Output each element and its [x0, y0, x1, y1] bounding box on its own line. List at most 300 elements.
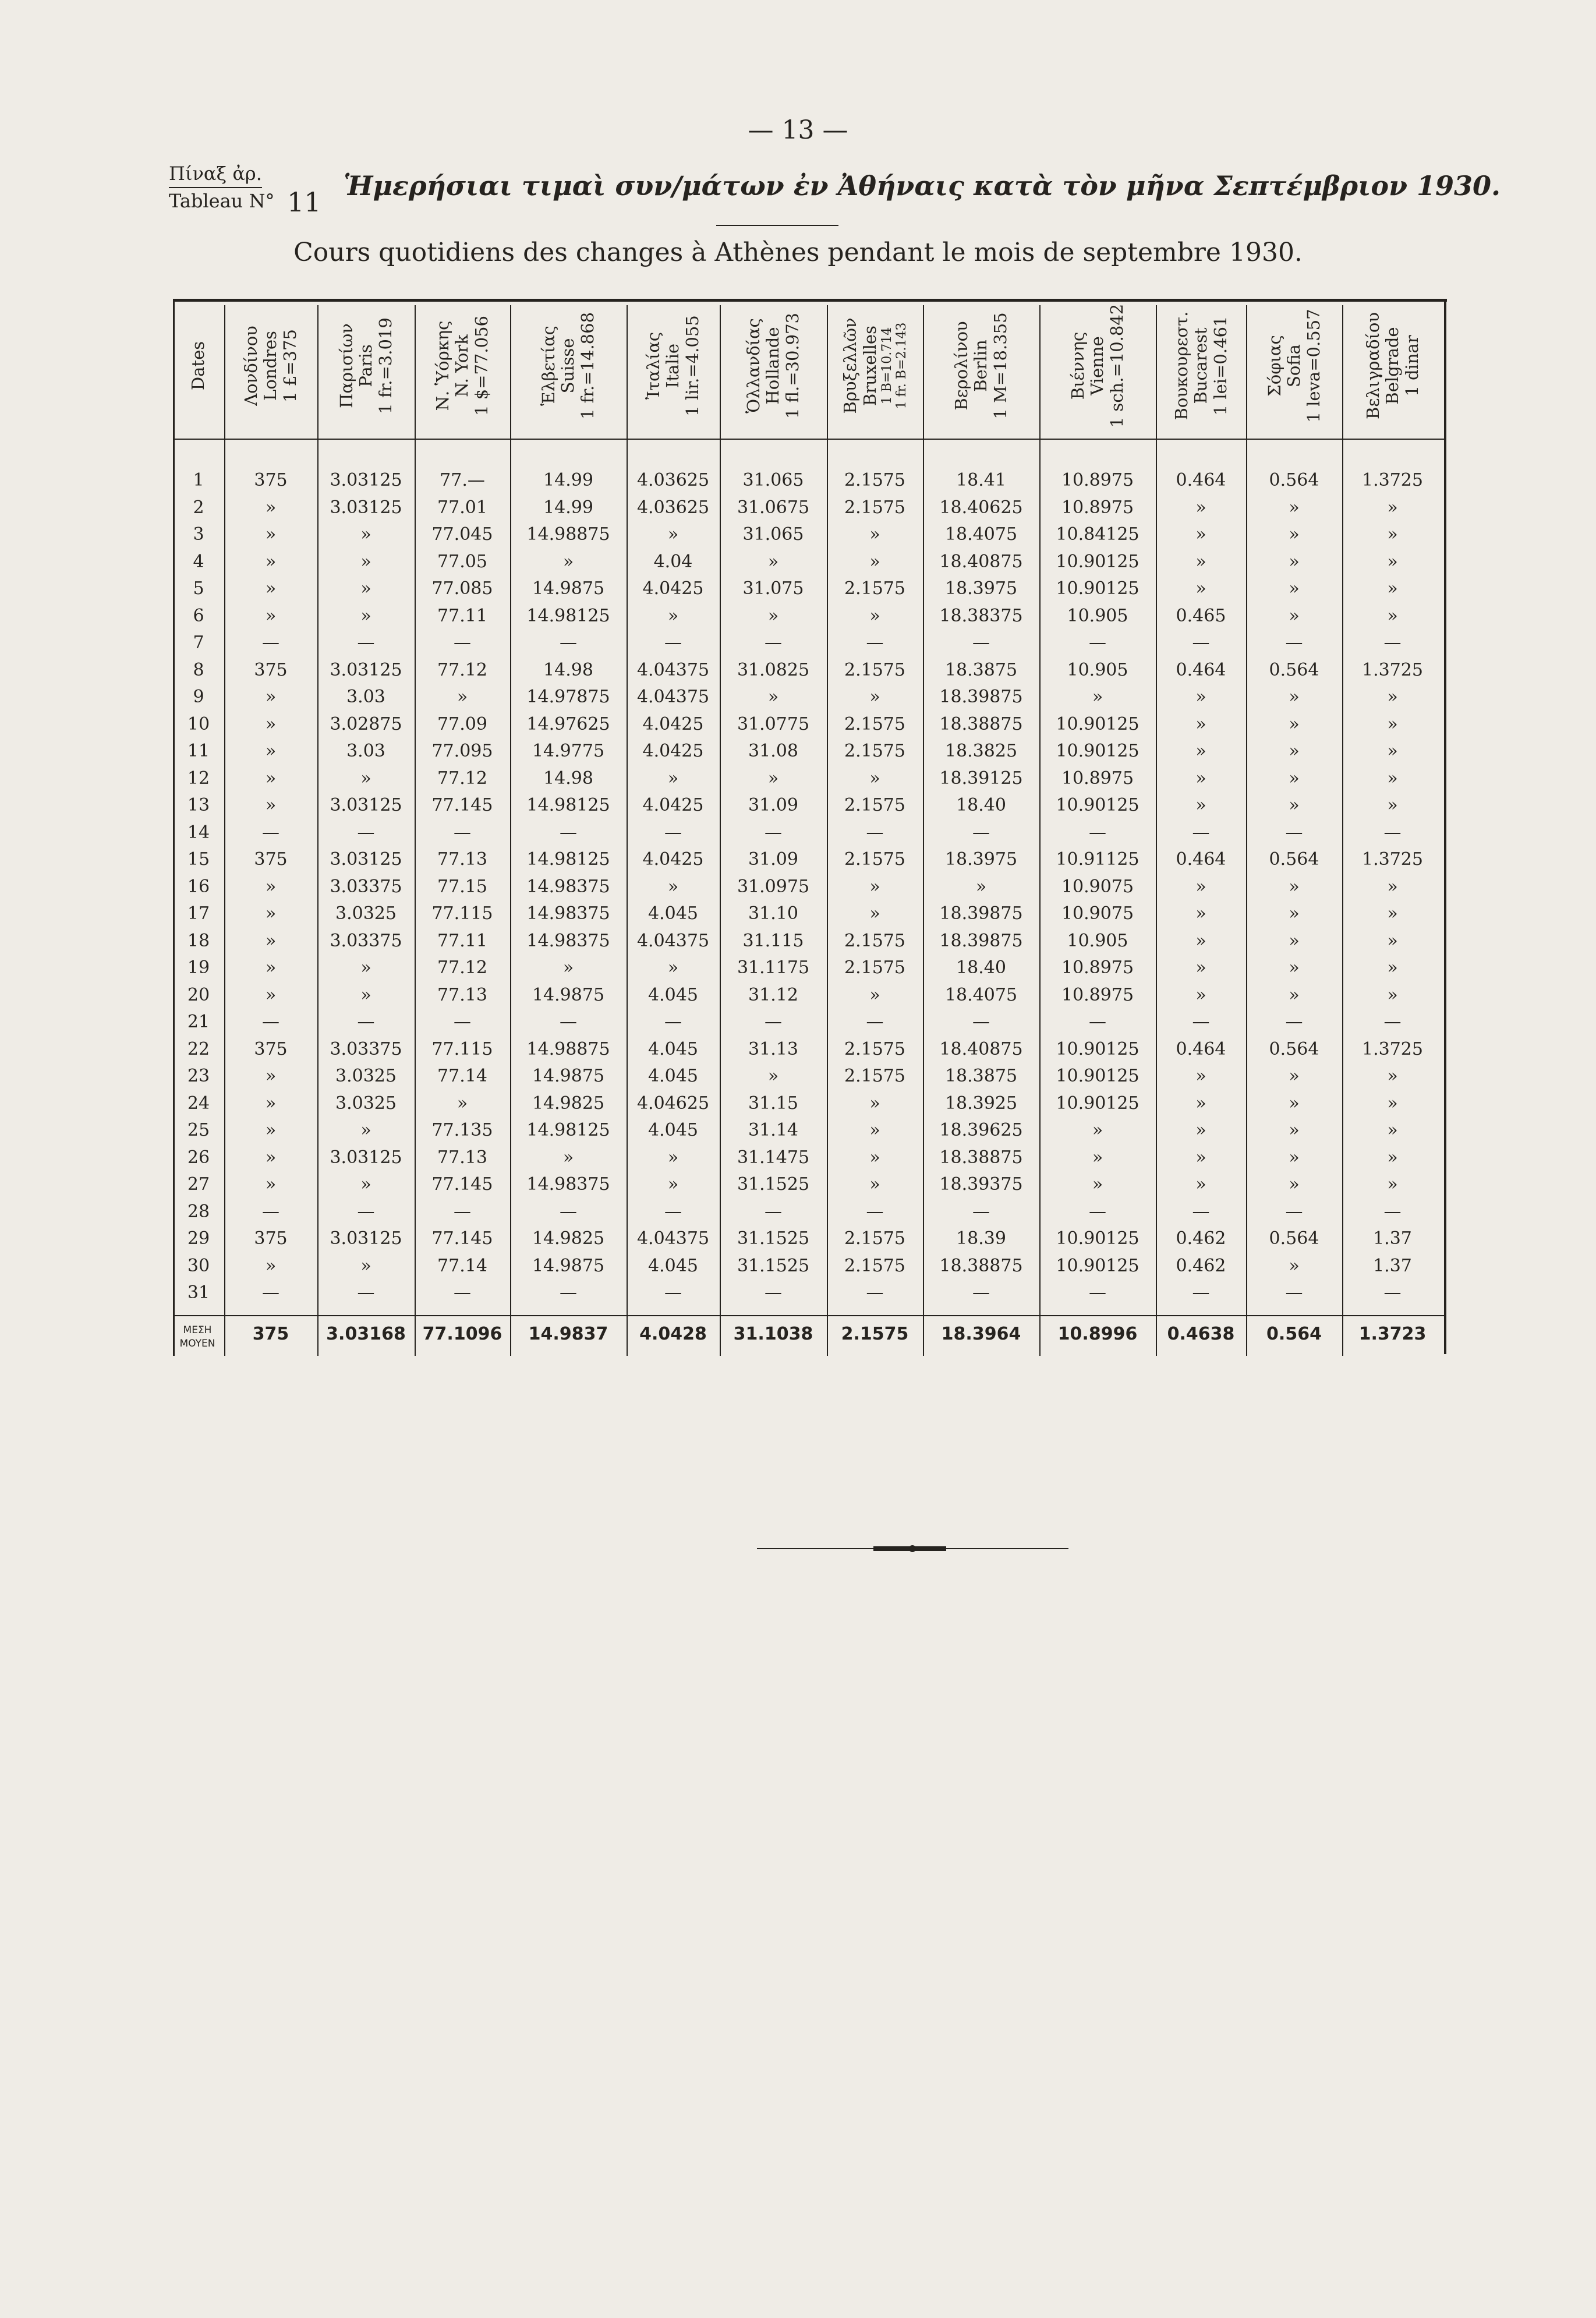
- rate-cell: 18.39875: [939, 930, 1023, 951]
- rate-cell: »: [869, 1147, 880, 1168]
- rate-cell: —: [1089, 1012, 1106, 1032]
- rate-cell: 14.9875: [532, 578, 605, 599]
- rate-cell: »: [767, 768, 779, 789]
- row-date: 13: [187, 795, 210, 815]
- rate-cell: —: [1089, 822, 1106, 843]
- rate-cell: 31.14: [748, 1120, 798, 1140]
- rate-cell: —: [1285, 1012, 1303, 1032]
- rate-cell: 77.11: [437, 930, 487, 951]
- rate-cell: 10.90125: [1056, 1066, 1140, 1086]
- rate-cell: »: [1195, 1120, 1206, 1140]
- rate-cell: 14.98: [543, 768, 593, 789]
- rate-cell: 31.1525: [737, 1228, 810, 1249]
- rate-cell: »: [869, 1174, 880, 1195]
- rate-cell: »: [1195, 1093, 1206, 1114]
- rate-cell: 14.98375: [526, 903, 610, 924]
- rate-cell: »: [1289, 1120, 1300, 1140]
- rate-cell: —: [357, 822, 375, 843]
- rate-cell: »: [265, 930, 277, 951]
- column-header: [188, 296, 209, 436]
- rate-cell: 77.135: [431, 1120, 493, 1140]
- rate-cell: —: [262, 632, 279, 653]
- rate-cell: »: [1289, 957, 1300, 978]
- column-header-line: 1 fr.=3.019: [375, 317, 395, 414]
- rate-cell: »: [1289, 795, 1300, 815]
- row-date: 14: [187, 822, 210, 843]
- rate-cell: »: [1195, 876, 1206, 897]
- rate-cell: 18.3975: [944, 578, 1018, 599]
- rate-cell: 18.40: [956, 957, 1006, 978]
- row-date: 3: [193, 524, 204, 545]
- footer-ornament: [757, 1545, 1068, 1553]
- rate-cell: »: [767, 687, 779, 707]
- row-date: 31: [187, 1282, 210, 1303]
- column-header-line: Ἑλβετίας: [538, 326, 558, 406]
- rate-cell: 14.98: [543, 659, 593, 680]
- rate-cell: 3.03375: [330, 930, 402, 951]
- rate-cell: »: [667, 876, 679, 897]
- rate-cell: 31.0825: [737, 659, 810, 680]
- rate-cell: 4.0425: [642, 741, 704, 761]
- row-date: 27: [187, 1174, 210, 1195]
- rate-cell: 31.0975: [737, 876, 810, 897]
- rate-cell: 10.905: [1067, 930, 1128, 951]
- rate-cell: 77.09: [437, 713, 487, 734]
- rate-cell: 77.14: [437, 1255, 487, 1276]
- rate-cell: 14.98375: [526, 876, 610, 897]
- rate-cell: 77.11: [437, 605, 487, 626]
- rate-cell: »: [265, 1093, 277, 1114]
- rate-cell: »: [1289, 741, 1300, 761]
- rate-cell: »: [767, 605, 779, 626]
- row-date: 8: [193, 659, 204, 680]
- column-header: [833, 296, 917, 436]
- row-date: 7: [193, 632, 204, 653]
- rate-cell: 10.90125: [1056, 1038, 1140, 1059]
- rate-cell: 18.3875: [944, 1066, 1018, 1086]
- rate-cell: »: [869, 605, 880, 626]
- rate-cell: 2.1575: [844, 1038, 905, 1059]
- column-header-line: N. York: [452, 334, 472, 397]
- row-date: 5: [193, 578, 204, 599]
- rate-cell: »: [1387, 1120, 1398, 1140]
- mean-value: 2.1575: [841, 1324, 909, 1344]
- rate-cell: 10.8975: [1061, 984, 1134, 1005]
- column-header-line: Belgrade: [1382, 327, 1402, 405]
- rate-cell: »: [667, 957, 679, 978]
- rate-cell: 18.39: [956, 1228, 1006, 1249]
- rate-cell: »: [1195, 1174, 1206, 1195]
- column-header-line: Βερολίνου: [951, 321, 971, 411]
- rate-cell: —: [1285, 632, 1303, 653]
- rate-cell: 14.99: [543, 497, 593, 518]
- rate-cell: »: [360, 984, 371, 1005]
- rate-cell: 10.90125: [1056, 713, 1140, 734]
- row-date: 4: [193, 551, 204, 572]
- rate-cell: 375: [254, 1038, 288, 1059]
- rate-cell: 4.045: [648, 1255, 698, 1276]
- column-header-line: 1 £=375: [279, 329, 300, 402]
- rate-cell: »: [1289, 524, 1300, 545]
- rate-cell: 18.39125: [939, 768, 1023, 789]
- rate-cell: 31.1525: [737, 1174, 810, 1195]
- rate-cell: »: [869, 984, 880, 1005]
- rate-cell: 2.1575: [844, 470, 905, 490]
- rate-cell: 0.464: [1176, 849, 1226, 870]
- rate-cell: 3.03375: [330, 1038, 402, 1059]
- rate-cell: 18.39375: [939, 1174, 1023, 1195]
- rate-cell: 4.04625: [636, 1093, 710, 1114]
- rate-cell: 3.03: [346, 741, 385, 761]
- rate-cell: »: [562, 957, 574, 978]
- rate-cell: 0.564: [1269, 1038, 1319, 1059]
- rate-cell: »: [1289, 605, 1300, 626]
- rate-cell: 2.1575: [844, 795, 905, 815]
- rate-cell: —: [1285, 822, 1303, 843]
- rate-cell: »: [1195, 578, 1206, 599]
- rate-cell: 4.045: [648, 1120, 698, 1140]
- row-date: 15: [187, 849, 210, 870]
- rate-cell: 77.13: [437, 984, 487, 1005]
- row-date: 12: [187, 768, 210, 789]
- rate-cell: 18.3975: [944, 849, 1018, 870]
- rate-cell: 2.1575: [844, 957, 905, 978]
- rate-cell: 14.99: [543, 470, 593, 490]
- rate-cell: 77.13: [437, 1147, 487, 1168]
- rate-cell: —: [866, 1012, 884, 1032]
- rate-cell: »: [360, 1120, 371, 1140]
- rate-cell: —: [972, 1012, 990, 1032]
- rate-cell: 10.84125: [1056, 524, 1140, 545]
- rate-cell: 14.97875: [526, 687, 610, 707]
- rate-cell: »: [869, 687, 880, 707]
- rate-cell: 2.1575: [844, 1066, 905, 1086]
- rate-cell: »: [265, 795, 277, 815]
- rate-cell: 3.03125: [330, 497, 402, 518]
- rate-cell: 18.3875: [944, 659, 1018, 680]
- rate-cell: »: [1289, 578, 1300, 599]
- rate-cell: 3.03: [346, 687, 385, 707]
- rate-cell: —: [454, 1012, 471, 1032]
- rate-cell: »: [1289, 551, 1300, 572]
- rate-cell: 77.12: [437, 768, 487, 789]
- column-header-line: Βουκουρεστ.: [1171, 311, 1191, 421]
- rate-cell: »: [1387, 687, 1398, 707]
- rate-cell: »: [1387, 768, 1398, 789]
- tableau-number: 11: [287, 186, 321, 218]
- column-header-line: Vienne: [1087, 336, 1107, 395]
- rate-cell: »: [562, 551, 574, 572]
- rate-cell: »: [1195, 497, 1206, 518]
- rate-cell: »: [1289, 1066, 1300, 1086]
- rate-cell: 18.40875: [939, 1038, 1023, 1059]
- rate-cell: »: [265, 1120, 277, 1140]
- rate-cell: 10.905: [1067, 659, 1128, 680]
- rate-cell: »: [1387, 930, 1398, 951]
- rate-cell: 4.045: [648, 984, 698, 1005]
- rate-cell: »: [1289, 930, 1300, 951]
- rate-cell: »: [1387, 876, 1398, 897]
- rate-cell: —: [560, 632, 577, 653]
- rate-cell: »: [1387, 741, 1398, 761]
- rate-cell: —: [357, 632, 375, 653]
- rate-cell: 10.90125: [1056, 741, 1140, 761]
- rate-cell: »: [1387, 1147, 1398, 1168]
- row-date: 21: [187, 1012, 210, 1032]
- rate-cell: —: [1383, 1201, 1402, 1222]
- column-header-line: 1 fr.=14.868: [577, 312, 597, 420]
- row-date: 6: [193, 605, 204, 626]
- column-header-line: Suisse: [558, 338, 578, 394]
- column-header-line: Ν. Ὑόρκης: [432, 320, 452, 411]
- rate-cell: 10.8975: [1061, 497, 1134, 518]
- mean-value: 0.4638: [1167, 1324, 1235, 1344]
- rate-cell: 0.464: [1176, 659, 1226, 680]
- rate-cell: 77.145: [431, 1228, 493, 1249]
- rate-cell: —: [262, 1201, 279, 1222]
- rate-cell: 18.39875: [939, 687, 1023, 707]
- rate-cell: —: [866, 1282, 884, 1303]
- rate-cell: —: [1089, 632, 1106, 653]
- rate-cell: 4.04: [653, 551, 693, 572]
- rate-cell: —: [765, 822, 782, 843]
- rate-cell: 18.38875: [939, 713, 1023, 734]
- rate-cell: 2.1575: [844, 1255, 905, 1276]
- rate-cell: »: [1289, 713, 1300, 734]
- rate-cell: »: [1289, 497, 1300, 518]
- rate-cell: »: [265, 957, 277, 978]
- rate-cell: 18.38875: [939, 1147, 1023, 1168]
- rate-cell: 1.37: [1373, 1255, 1412, 1276]
- rate-cell: »: [869, 768, 880, 789]
- mean-value: 18.3964: [941, 1324, 1021, 1344]
- rate-cell: —: [866, 1201, 884, 1222]
- rate-cell: 31.12: [748, 984, 798, 1005]
- title-french: Cours quotidiens des changes à Athènes pendant le mois de septembre 1930.: [293, 238, 1303, 267]
- rate-cell: »: [1289, 1174, 1300, 1195]
- row-date: 9: [193, 687, 204, 707]
- rate-cell: 0.465: [1176, 605, 1226, 626]
- rate-cell: 3.03125: [330, 795, 402, 815]
- mean-rule: [173, 1315, 1445, 1316]
- rate-cell: »: [360, 768, 371, 789]
- rate-cell: »: [1387, 605, 1398, 626]
- rate-cell: —: [765, 1012, 782, 1032]
- column-header-line: Bruxelles: [859, 326, 880, 406]
- column-header-line: 1 fl.=30.973: [782, 313, 802, 419]
- rate-cell: 18.40625: [939, 497, 1023, 518]
- rate-cell: »: [1195, 713, 1206, 734]
- rate-cell: »: [1387, 524, 1398, 545]
- rate-cell: »: [265, 713, 277, 734]
- column-header-line: Βρυξελλῶν: [840, 317, 860, 414]
- rate-cell: »: [1289, 876, 1300, 897]
- rate-cell: —: [664, 1201, 682, 1222]
- rate-cell: 31.115: [742, 930, 804, 951]
- rate-cell: »: [1195, 551, 1206, 572]
- rate-cell: 31.13: [748, 1038, 798, 1059]
- rate-cell: —: [664, 632, 682, 653]
- rate-cell: »: [360, 524, 371, 545]
- column-header-line: 1 dinar: [1402, 335, 1422, 397]
- rate-cell: »: [667, 768, 679, 789]
- rate-cell: »: [265, 1066, 277, 1086]
- rate-cell: 10.90125: [1056, 551, 1140, 572]
- mean-label-french: MOYEN: [179, 1337, 215, 1349]
- rate-cell: —: [1383, 1282, 1402, 1303]
- rate-cell: »: [1195, 1147, 1206, 1168]
- rate-cell: »: [1092, 1147, 1103, 1168]
- rate-cell: »: [869, 551, 880, 572]
- rate-cell: »: [1195, 741, 1206, 761]
- rate-cell: 18.40875: [939, 551, 1023, 572]
- rate-cell: 18.4075: [944, 984, 1018, 1005]
- rate-cell: 4.04375: [636, 659, 710, 680]
- rate-cell: 18.39875: [939, 903, 1023, 924]
- rate-cell: »: [1387, 551, 1398, 572]
- rate-cell: 10.90125: [1056, 1255, 1140, 1276]
- rate-cell: —: [560, 1012, 577, 1032]
- rate-cell: —: [1192, 1012, 1210, 1032]
- rate-cell: 4.04375: [636, 687, 710, 707]
- rate-cell: 10.8975: [1061, 768, 1134, 789]
- rate-cell: —: [664, 1012, 682, 1032]
- rate-cell: »: [1387, 1066, 1398, 1086]
- column-header-line: 1 lei=0.461: [1210, 316, 1230, 416]
- rate-cell: »: [360, 957, 371, 978]
- rate-cell: »: [869, 524, 880, 545]
- column-header-line: Βελιγραδίου: [1363, 312, 1383, 419]
- rate-cell: —: [1285, 1201, 1303, 1222]
- rate-cell: »: [265, 903, 277, 924]
- rate-cell: 14.98125: [526, 1120, 610, 1140]
- rate-cell: »: [667, 524, 679, 545]
- rate-cell: 3.0325: [335, 903, 397, 924]
- column-header-line: Paris: [355, 344, 376, 387]
- rate-cell: —: [560, 822, 577, 843]
- rate-cell: »: [265, 741, 277, 761]
- rate-cell: 0.462: [1176, 1255, 1226, 1276]
- rate-cell: »: [1289, 1255, 1300, 1276]
- rate-cell: 77.01: [437, 497, 487, 518]
- rate-cell: 4.03625: [636, 470, 710, 490]
- rate-cell: 18.3825: [944, 741, 1018, 761]
- rate-cell: 18.40: [956, 795, 1006, 815]
- rate-cell: —: [357, 1201, 375, 1222]
- rate-cell: —: [972, 632, 990, 653]
- rate-cell: 31.065: [742, 524, 804, 545]
- row-date: 11: [187, 741, 210, 761]
- rate-cell: 4.0425: [642, 795, 704, 815]
- rate-cell: 14.98375: [526, 930, 610, 951]
- rate-cell: »: [265, 1174, 277, 1195]
- rate-cell: 10.8975: [1061, 470, 1134, 490]
- rate-cell: »: [1289, 984, 1300, 1005]
- table-right-edge: [1444, 299, 1446, 1354]
- rate-cell: 14.97625: [526, 713, 610, 734]
- rate-cell: 14.98875: [526, 524, 610, 545]
- column-header-line: Dates: [188, 341, 208, 391]
- rate-cell: »: [1092, 1120, 1103, 1140]
- rate-cell: 31.10: [748, 903, 798, 924]
- row-date: 29: [187, 1228, 210, 1249]
- rate-cell: —: [560, 1282, 577, 1303]
- rate-cell: 77.045: [431, 524, 493, 545]
- column-header-line: Berlin: [971, 340, 991, 392]
- rate-cell: »: [1195, 795, 1206, 815]
- rate-cell: »: [360, 578, 371, 599]
- column-header-line: 1 lir.=4.055: [682, 315, 702, 416]
- rate-cell: »: [1289, 903, 1300, 924]
- rate-cell: 10.90125: [1056, 1228, 1140, 1249]
- row-date: 10: [187, 713, 210, 734]
- row-date: 19: [187, 957, 210, 978]
- rate-cell: »: [1387, 1093, 1398, 1114]
- rate-cell: —: [357, 1012, 375, 1032]
- column-header: [431, 296, 494, 436]
- rate-cell: 10.9075: [1061, 876, 1134, 897]
- mean-value: 10.8996: [1057, 1324, 1138, 1344]
- mean-value: 0.564: [1266, 1324, 1322, 1344]
- column-header-line: Παρισίων: [336, 323, 356, 408]
- rate-cell: —: [866, 632, 884, 653]
- row-date: 16: [187, 876, 210, 897]
- rate-cell: 77.15: [437, 876, 487, 897]
- rate-cell: »: [360, 605, 371, 626]
- rate-cell: —: [357, 1282, 375, 1303]
- rate-cell: »: [1387, 957, 1398, 978]
- rate-cell: »: [265, 605, 277, 626]
- rate-cell: —: [1285, 1282, 1303, 1303]
- rate-cell: 31.15: [748, 1093, 798, 1114]
- mean-value: 1.3723: [1358, 1324, 1427, 1344]
- column-header-line: 1 fr. B=2.143: [894, 322, 909, 409]
- rate-cell: »: [456, 687, 468, 707]
- rate-cell: 4.04375: [636, 930, 710, 951]
- rate-cell: —: [1192, 1282, 1210, 1303]
- column-header-line: Ὁλλανδίας: [743, 318, 763, 414]
- rate-cell: 0.464: [1176, 470, 1226, 490]
- rate-cell: 14.9875: [532, 1255, 605, 1276]
- column-header: [1170, 296, 1233, 436]
- rate-cell: 0.462: [1176, 1228, 1226, 1249]
- column-header-line: 1 $=77.056: [471, 316, 491, 416]
- tableau-label-french: Tableau N°: [169, 189, 275, 212]
- rate-cell: 0.564: [1269, 1228, 1319, 1249]
- rate-cell: —: [1089, 1282, 1106, 1303]
- rate-cell: »: [1195, 984, 1206, 1005]
- rate-cell: 14.98375: [526, 1174, 610, 1195]
- rate-cell: —: [454, 1201, 471, 1222]
- rate-cell: »: [1387, 578, 1398, 599]
- column-header-line: 1 M=18.355: [990, 312, 1010, 419]
- rate-cell: 77.085: [431, 578, 493, 599]
- rate-cell: 2.1575: [844, 849, 905, 870]
- rate-cell: 14.98125: [526, 795, 610, 815]
- rate-cell: »: [667, 1147, 679, 1168]
- rate-cell: 31.0675: [737, 497, 810, 518]
- rate-cell: —: [664, 822, 682, 843]
- rate-cell: —: [765, 1282, 782, 1303]
- rate-cell: 3.03125: [330, 659, 402, 680]
- rate-cell: 77.115: [431, 1038, 493, 1059]
- mean-value: 31.1038: [733, 1324, 813, 1344]
- rate-cell: 10.9075: [1061, 903, 1134, 924]
- column-header-line: Σόφιας: [1264, 335, 1284, 397]
- rate-cell: 2.1575: [844, 713, 905, 734]
- row-date: 1: [193, 470, 204, 490]
- rate-cell: »: [1387, 984, 1398, 1005]
